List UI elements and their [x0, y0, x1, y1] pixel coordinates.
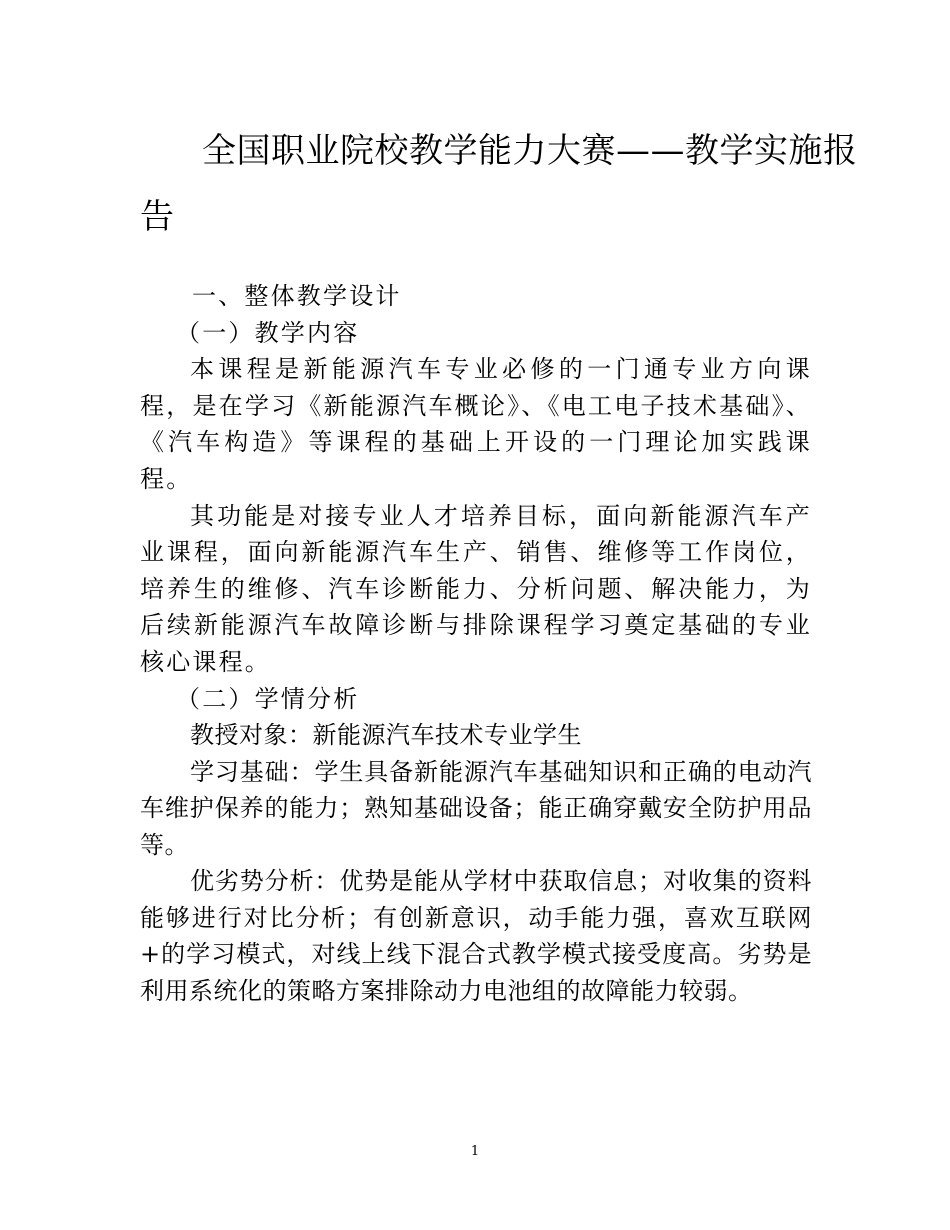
paragraph-strengths-weaknesses: 优劣势分析：优势是能从学材中获取信息；对收集的资料能够进行对比分析；有创新意识，动手能力强，喜欢互联网+的学习模式，对线上线下混合式教学模式接受度高。劣势是利用系统化的策略方案排除动力电池组的故障能力较弱。	[140, 867, 812, 1005]
section-heading: 一、整体教学设计	[192, 282, 402, 310]
paragraph-course-function: 其功能是对接专业人才培养目标，面向新能源汽车产业课程，面向新能源汽车生产、销售、维修等工作岗位，培养生的维修、汽车诊断能力、分析问题、解决能力，为后续新能源汽车故障诊断与排除课程学习奠定基础的专业核心课程。	[140, 501, 812, 676]
title-line-2: 告	[140, 197, 175, 237]
paragraph-target-students: 教授对象：新能源汽车技术专业学生	[190, 721, 582, 750]
paragraph-course-intro: 本课程是新能源汽车专业必修的一门通专业方向课程，是在学习《新能源汽车概论》、《电工电子技术基础》、《汽车构造》等课程的基础上开设的一门理论加实践课程。	[140, 355, 812, 493]
document-title	[140, 118, 858, 250]
paragraph-learning-basis: 学习基础：学生具备新能源汽车基础知识和正确的电动汽车维护保养的能力；熟知基础设备；能正确穿戴安全防护用品等。	[140, 757, 812, 859]
page-number: 1	[470, 1144, 480, 1159]
subsection-heading-learner-analysis: （二）学情分析	[176, 684, 360, 713]
title-line-1: 全国职业院校教学能力大赛——教学实施报	[202, 131, 858, 171]
document-body	[140, 278, 812, 1009]
subsection-heading-content: （一）教学内容	[176, 318, 360, 347]
